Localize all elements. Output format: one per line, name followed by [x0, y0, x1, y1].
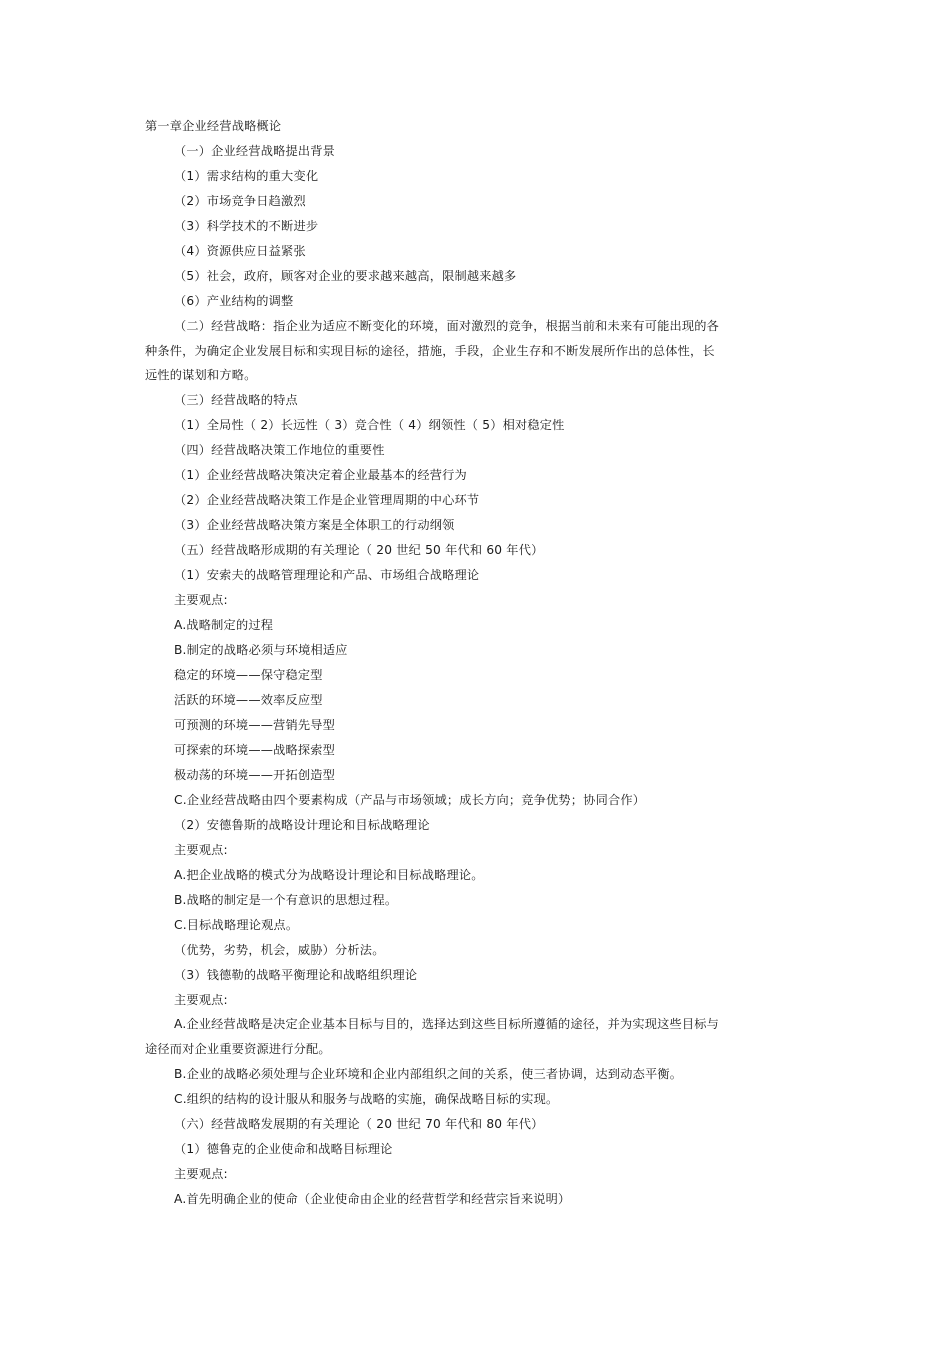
text-line-l12: （三）经营战略的特点: [174, 393, 298, 407]
text-line-l02: （一）企业经营战略提出背景: [174, 144, 336, 158]
text-line-l01: 第一章企业经营战略概论: [145, 119, 282, 133]
text-line-l08: （6）产业结构的调整: [174, 294, 294, 308]
text-line-l22: B.制定的战略必须与环境相适应: [174, 643, 348, 657]
text-line-l44: A.首先明确企业的使命（企业使命由企业的经营哲学和经营宗旨来说明）: [174, 1192, 571, 1206]
text-line-l26: 可探索的环境——战略探索型: [174, 743, 336, 757]
text-line-l30: 主要观点:: [174, 843, 228, 857]
text-line-l34: （优势，劣势，机会，威胁）分析法。: [174, 943, 385, 957]
text-line-l41: （六）经营战略发展期的有关理论（ 20 世纪 70 年代和 80 年代）: [174, 1117, 544, 1131]
text-line-l21: A.战略制定的过程: [174, 618, 274, 632]
text-line-l05: （3）科学技术的不断进步: [174, 219, 319, 233]
text-line-l43: 主要观点:: [174, 1167, 228, 1181]
text-line-l15: （1）企业经营战略决策决定着企业最基本的经营行为: [174, 468, 467, 482]
text-line-l11: 远性的谋划和方略。: [145, 368, 257, 382]
text-line-l23: 稳定的环境——保守稳定型: [174, 668, 323, 682]
text-line-l24: 活跃的环境——效率反应型: [174, 693, 323, 707]
text-line-l31: A.把企业战略的模式分为战略设计理论和目标战略理论。: [174, 868, 484, 882]
text-line-l29: （2）安德鲁斯的战略设计理论和目标战略理论: [174, 818, 430, 832]
text-line-l33: C.目标战略理论观点。: [174, 918, 299, 932]
text-line-l03: （1）需求结构的重大变化: [174, 169, 319, 183]
text-line-l25: 可预测的环境——营销先导型: [174, 718, 336, 732]
text-line-l14: （四）经营战略决策工作地位的重要性: [174, 443, 385, 457]
text-line-l17: （3）企业经营战略决策方案是全体职工的行动纲领: [174, 518, 455, 532]
text-line-l40: C.组织的结构的设计服从和服务与战略的实施，确保战略目标的实现。: [174, 1092, 559, 1106]
text-line-l32: B.战略的制定是一个有意识的思想过程。: [174, 893, 398, 907]
text-line-l13: （1）全局性（ 2）长远性（ 3）竞合性（ 4）纲领性（ 5）相对稳定性: [174, 418, 565, 432]
text-line-l04: （2）市场竞争日趋激烈: [174, 194, 306, 208]
text-line-l07: （5）社会，政府，顾客对企业的要求越来越高，限制越来越多: [174, 269, 517, 283]
text-line-l10: 种条件，为确定企业发展目标和实现目标的途径，措施，手段，企业生存和不断发展所作出的总体性，长: [145, 344, 715, 358]
text-line-l18: （五）经营战略形成期的有关理论（ 20 世纪 50 年代和 60 年代）: [174, 543, 544, 557]
text-line-l16: （2）企业经营战略决策工作是企业管理周期的中心环节: [174, 493, 480, 507]
text-line-l27: 极动荡的环境——开拓创造型: [174, 768, 336, 782]
text-line-l09: （二）经营战略：指企业为适应不断变化的环境，面对激烈的竞争，根据当前和未来有可能出现的各: [174, 319, 720, 333]
text-line-l36: 主要观点:: [174, 993, 228, 1007]
text-line-l19: （1）安索夫的战略管理理论和产品、市场组合战略理论: [174, 568, 480, 582]
text-line-l38: 途径而对企业重要资源进行分配。: [145, 1042, 331, 1056]
text-line-l06: （4）资源供应日益紧张: [174, 244, 306, 258]
text-line-l35: （3）钱德勒的战略平衡理论和战略组织理论: [174, 968, 418, 982]
text-line-l28: C.企业经营战略由四个要素构成（产品与市场领域；成长方向；竞争优势；协同合作）: [174, 793, 646, 807]
text-line-l42: （1）德鲁克的企业使命和战略目标理论: [174, 1142, 393, 1156]
text-line-l39: B.企业的战略必须处理与企业环境和企业内部组织之间的关系，使三者协调，达到动态平衡。: [174, 1067, 683, 1081]
text-line-l37: A.企业经营战略是决定企业基本目标与目的，选择达到这些目标所遵循的途径，并为实现这些目标与: [174, 1017, 720, 1031]
text-line-l20: 主要观点:: [174, 593, 228, 607]
